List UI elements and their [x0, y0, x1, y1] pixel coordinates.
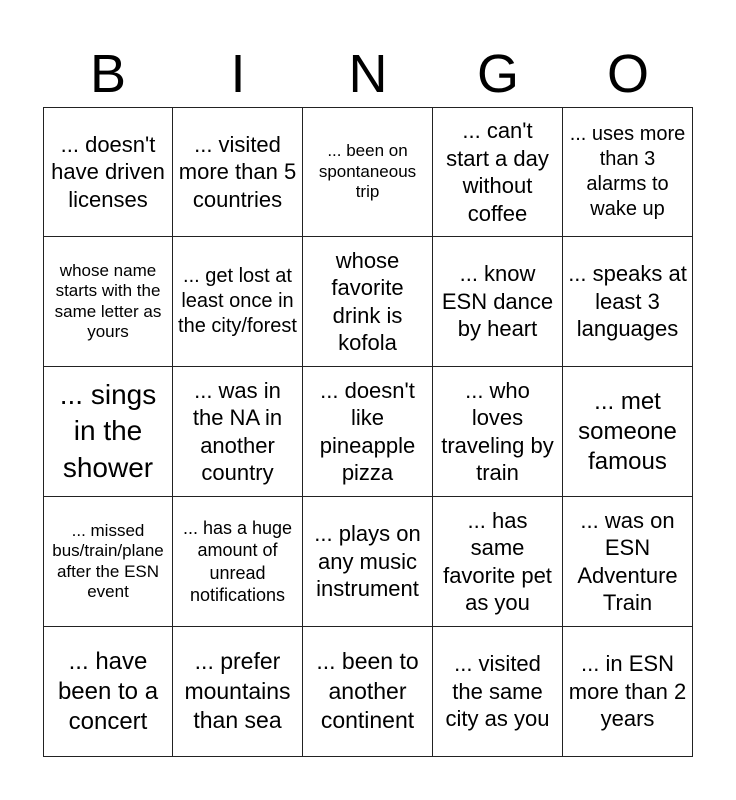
bingo-cell[interactable]: ... been on spontaneous trip [303, 107, 433, 237]
bingo-cell[interactable]: ... get lost at least once in the city/forest [173, 237, 303, 367]
bingo-cell[interactable]: ... visited more than 5 countries [173, 107, 303, 237]
bingo-cell[interactable]: ... in ESN more than 2 years [563, 627, 693, 757]
bingo-cell[interactable]: ... uses more than 3 alarms to wake up [563, 107, 693, 237]
bingo-cell[interactable]: ... plays on any music instrument [303, 497, 433, 627]
bingo-cell[interactable]: ... can't start a day without coffee [433, 107, 563, 237]
header-letter-o: O [606, 44, 649, 104]
bingo-cell[interactable]: ... doesn't have driven licenses [43, 107, 173, 237]
header-letter-b: B [89, 44, 127, 104]
bingo-cell[interactable]: ... who loves traveling by train [433, 367, 563, 497]
bingo-cell[interactable]: ... missed bus/train/plane after the ESN event [43, 497, 173, 627]
bingo-cell[interactable]: ... sings in the shower [43, 367, 173, 497]
bingo-cell[interactable]: ... was on ESN Adventure Train [563, 497, 693, 627]
bingo-cell[interactable]: ... has a huge amount of unread notifications [173, 497, 303, 627]
bingo-cell[interactable]: ... been to another continent [303, 627, 433, 757]
bingo-cell[interactable]: ... met someone famous [563, 367, 693, 497]
bingo-cell[interactable]: ... visited the same city as you [433, 627, 563, 757]
header-letter-g: G [476, 44, 519, 104]
bingo-cell[interactable]: ... have been to a concert [43, 627, 173, 757]
header-letter-n: N [348, 44, 388, 104]
bingo-cell[interactable]: whose favorite drink is kofola [303, 237, 433, 367]
bingo-cell[interactable]: ... has same favorite pet as you [433, 497, 563, 627]
bingo-cell[interactable]: ... prefer mountains than sea [173, 627, 303, 757]
bingo-cell[interactable]: ... doesn't like pineapple pizza [303, 367, 433, 497]
bingo-cell[interactable]: ... was in the NA in another country [173, 367, 303, 497]
bingo-header [43, 40, 693, 108]
bingo-cell[interactable]: ... speaks at least 3 languages [563, 237, 693, 367]
header-letter-i: I [230, 44, 246, 104]
bingo-board [43, 107, 693, 757]
bingo-cell[interactable]: ... know ESN dance by heart [433, 237, 563, 367]
bingo-cell[interactable]: whose name starts with the same letter as yours [43, 237, 173, 367]
